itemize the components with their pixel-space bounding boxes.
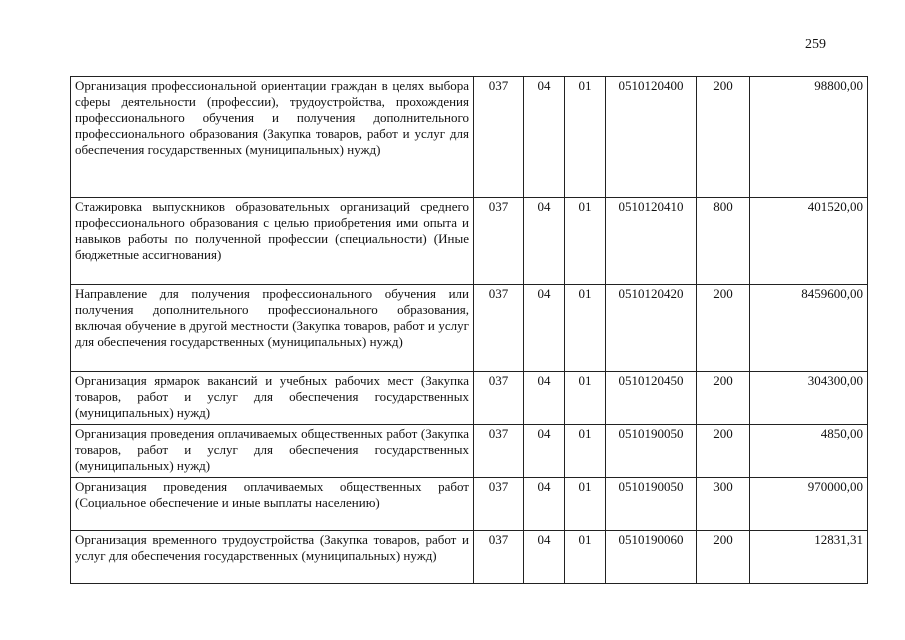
- amount-value: 8459600,00: [750, 285, 868, 372]
- ministry-code: 037: [474, 198, 524, 285]
- expense-type-code: 200: [697, 372, 750, 425]
- page-number: 259: [805, 37, 826, 52]
- table-row: [71, 77, 868, 198]
- ministry-code: 037: [474, 77, 524, 198]
- target-article-code: 0510120410: [606, 198, 697, 285]
- row-description: Стажировка выпускников образовательных организаций среднего профессионального образования с целью приобретения ими опыта и навыков работы по полученной профессии (специальности) (Иные бюджетные ассигнования): [71, 198, 474, 285]
- expense-type-code: 300: [697, 478, 750, 531]
- amount-value: 401520,00: [750, 198, 868, 285]
- row-description: Организация временного трудоустройства (Закупка товаров, работ и услуг для обеспечения государственных (муниципальных) нужд): [71, 531, 474, 584]
- subsection-code: 01: [565, 425, 606, 478]
- section-code: 04: [524, 372, 565, 425]
- budget-table: [70, 76, 868, 584]
- expense-type-code: 200: [697, 285, 750, 372]
- section-code: 04: [524, 198, 565, 285]
- row-description: Организация проведения оплачиваемых общественных работ (Социальное обеспечение и иные выплаты населению): [71, 478, 474, 531]
- subsection-code: 01: [565, 77, 606, 198]
- target-article-code: 0510190050: [606, 425, 697, 478]
- ministry-code: 037: [474, 285, 524, 372]
- row-description: Направление для получения профессионального обучения или получения дополнительного профессионального образования, включая обучение в другой местности (Закупка товаров, работ и услуг для обеспечения государственных (муниципальных) нужд): [71, 285, 474, 372]
- section-code: 04: [524, 425, 565, 478]
- row-description: Организация профессиональной ориентации граждан в целях выбора сферы деятельности (профессии), трудоустройства, прохождения профессионального обучения и получения дополнительного профессионального образования (Закупка товаров, работ и услуг для обеспечения государственных (муниципальных) нужд): [71, 77, 474, 198]
- amount-value: 304300,00: [750, 372, 868, 425]
- row-description: Организация ярмарок вакансий и учебных рабочих мест (Закупка товаров, работ и услуг для обеспечения государственных (муниципальных) нужд): [71, 372, 474, 425]
- expense-type-code: 200: [697, 77, 750, 198]
- table-row: [71, 285, 868, 372]
- target-article-code: 0510120400: [606, 77, 697, 198]
- expense-type-code: 800: [697, 198, 750, 285]
- subsection-code: 01: [565, 285, 606, 372]
- section-code: 04: [524, 531, 565, 584]
- section-code: 04: [524, 478, 565, 531]
- ministry-code: 037: [474, 478, 524, 531]
- amount-value: 4850,00: [750, 425, 868, 478]
- expense-type-code: 200: [697, 425, 750, 478]
- table-row: [71, 425, 868, 478]
- target-article-code: 0510120420: [606, 285, 697, 372]
- subsection-code: 01: [565, 372, 606, 425]
- expense-type-code: 200: [697, 531, 750, 584]
- amount-value: 98800,00: [750, 77, 868, 198]
- subsection-code: 01: [565, 198, 606, 285]
- table-row: [71, 198, 868, 285]
- section-code: 04: [524, 285, 565, 372]
- target-article-code: 0510190060: [606, 531, 697, 584]
- table-row: [71, 372, 868, 425]
- table-row: [71, 531, 868, 584]
- row-description: Организация проведения оплачиваемых общественных работ (Закупка товаров, работ и услуг для обеспечения государственных (муниципальных) нужд): [71, 425, 474, 478]
- table-row: [71, 478, 868, 531]
- ministry-code: 037: [474, 425, 524, 478]
- ministry-code: 037: [474, 531, 524, 584]
- ministry-code: 037: [474, 372, 524, 425]
- section-code: 04: [524, 77, 565, 198]
- subsection-code: 01: [565, 531, 606, 584]
- target-article-code: 0510190050: [606, 478, 697, 531]
- target-article-code: 0510120450: [606, 372, 697, 425]
- amount-value: 12831,31: [750, 531, 868, 584]
- subsection-code: 01: [565, 478, 606, 531]
- amount-value: 970000,00: [750, 478, 868, 531]
